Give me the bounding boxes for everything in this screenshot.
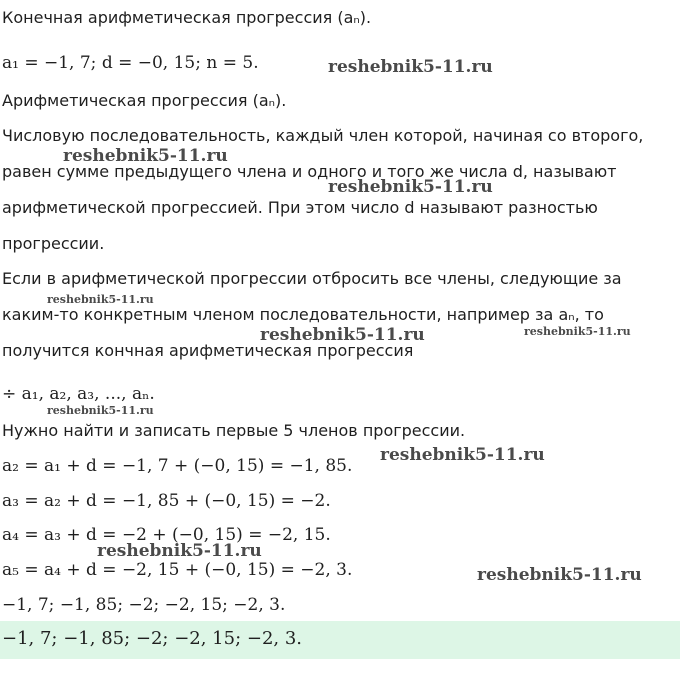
definition-line-1: Числовую последовательность, каждый член которой, начиная со второго, <box>2 126 644 145</box>
finite-line-3: получится кончная арифметическая прогрессия <box>2 341 414 360</box>
terms-list: −1, 7; −1, 85; −2; −2, 15; −2, 3. <box>2 595 286 615</box>
watermark: reshebnik5-11.ru <box>47 404 154 417</box>
term-a5: a₅ = a₄ + d = −2, 15 + (−0, 15) = −2, 3. <box>2 560 353 580</box>
watermark: reshebnik5-11.ru <box>328 57 493 77</box>
answer-box <box>0 621 680 659</box>
watermark: reshebnik5-11.ru <box>63 146 228 166</box>
watermark: reshebnik5-11.ru <box>260 325 425 345</box>
watermark: reshebnik5-11.ru <box>47 293 154 306</box>
definition-title: Арифметическая прогрессия (aₙ). <box>2 91 287 110</box>
watermark: reshebnik5-11.ru <box>380 445 545 465</box>
watermark: reshebnik5-11.ru <box>477 565 642 585</box>
finite-line-2: каким-то конкретным членом последовательности, например за aₙ, то <box>2 305 604 324</box>
finite-notation: ÷ a₁, a₂, a₃, ..., aₙ. <box>2 384 155 404</box>
definition-line-4: прогрессии. <box>2 234 105 253</box>
watermark: reshebnik5-11.ru <box>97 541 262 561</box>
finite-line-1: Если в арифметической прогрессии отбросить все члены, следующие за <box>2 269 622 288</box>
answer-text: −1, 7; −1, 85; −2; −2, 15; −2, 3. <box>2 628 303 649</box>
definition-line-3: арифметической прогрессией. При этом число d называют разностью <box>2 198 598 217</box>
term-a3: a₃ = a₂ + d = −1, 85 + (−0, 15) = −2. <box>2 491 331 511</box>
task-statement: Нужно найти и записать первые 5 членов прогрессии. <box>2 421 466 440</box>
term-a2: a₂ = a₁ + d = −1, 7 + (−0, 15) = −1, 85. <box>2 456 353 476</box>
watermark: reshebnik5-11.ru <box>524 325 631 338</box>
watermark: reshebnik5-11.ru <box>328 177 493 197</box>
heading-sequence: Конечная арифметическая прогрессия (aₙ). <box>2 8 372 27</box>
term-a4: a₄ = a₃ + d = −2 + (−0, 15) = −2, 15. <box>2 525 331 545</box>
definition-line-2: равен сумме предыдущего члена и одного и того же числа d, называют <box>2 162 617 181</box>
given-values: a₁ = −1, 7; d = −0, 15; n = 5. <box>2 53 259 73</box>
